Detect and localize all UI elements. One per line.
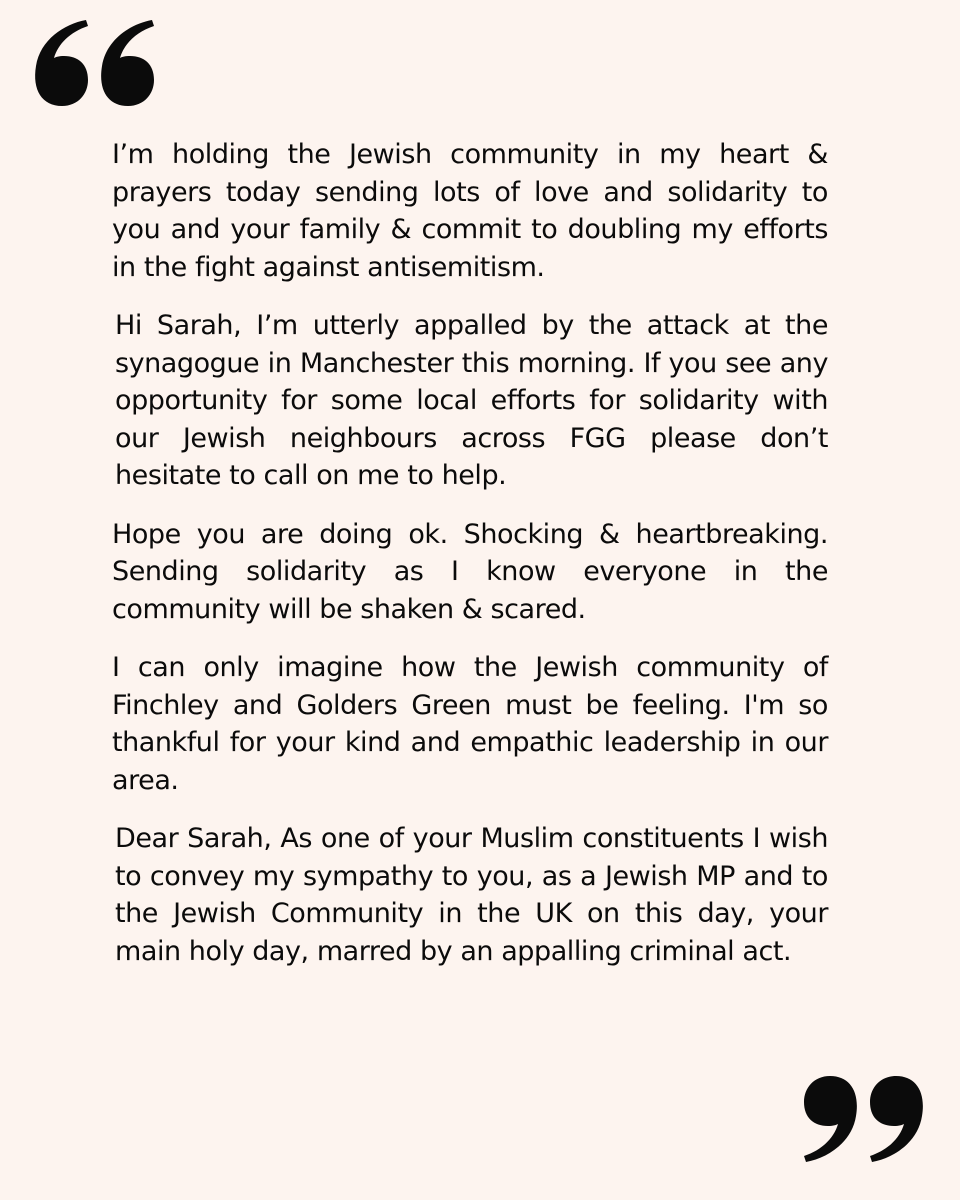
message-2: Hi Sarah, I’m utterly appalled by the attack at the synagogue in Manchester this morning. If you see any opportunity for some local efforts for solidarity with our Jewish neighbours across FGG please don’t hesitate to call on me to help. (115, 310, 828, 491)
message-list (112, 136, 828, 991)
message-3: Hope you are doing ok. Shocking & heartbreaking. Sending solidarity as I know everyone in the community will be shaken & scared. (112, 518, 828, 625)
message-1: I’m holding the Jewish community in my heart & prayers today sending lots of love and solidarity to you and your family & commit to doubling my efforts in the fight against antisemitism. (112, 139, 828, 283)
message-4: I can only imagine how the Jewish community of Finchley and Golders Green must be feeling. I'm so thankful for your kind and empathic leadership in our area. (112, 652, 828, 796)
closing-quote-icon (800, 1072, 930, 1168)
opening-quote-icon (28, 14, 158, 110)
message-5: Dear Sarah, As one of your Muslim constituents I wish to convey my sympathy to you, as a Jewish MP and to the Jewish Community in the UK on this day, your main holy day, marred by an appalling criminal act. (115, 823, 828, 967)
